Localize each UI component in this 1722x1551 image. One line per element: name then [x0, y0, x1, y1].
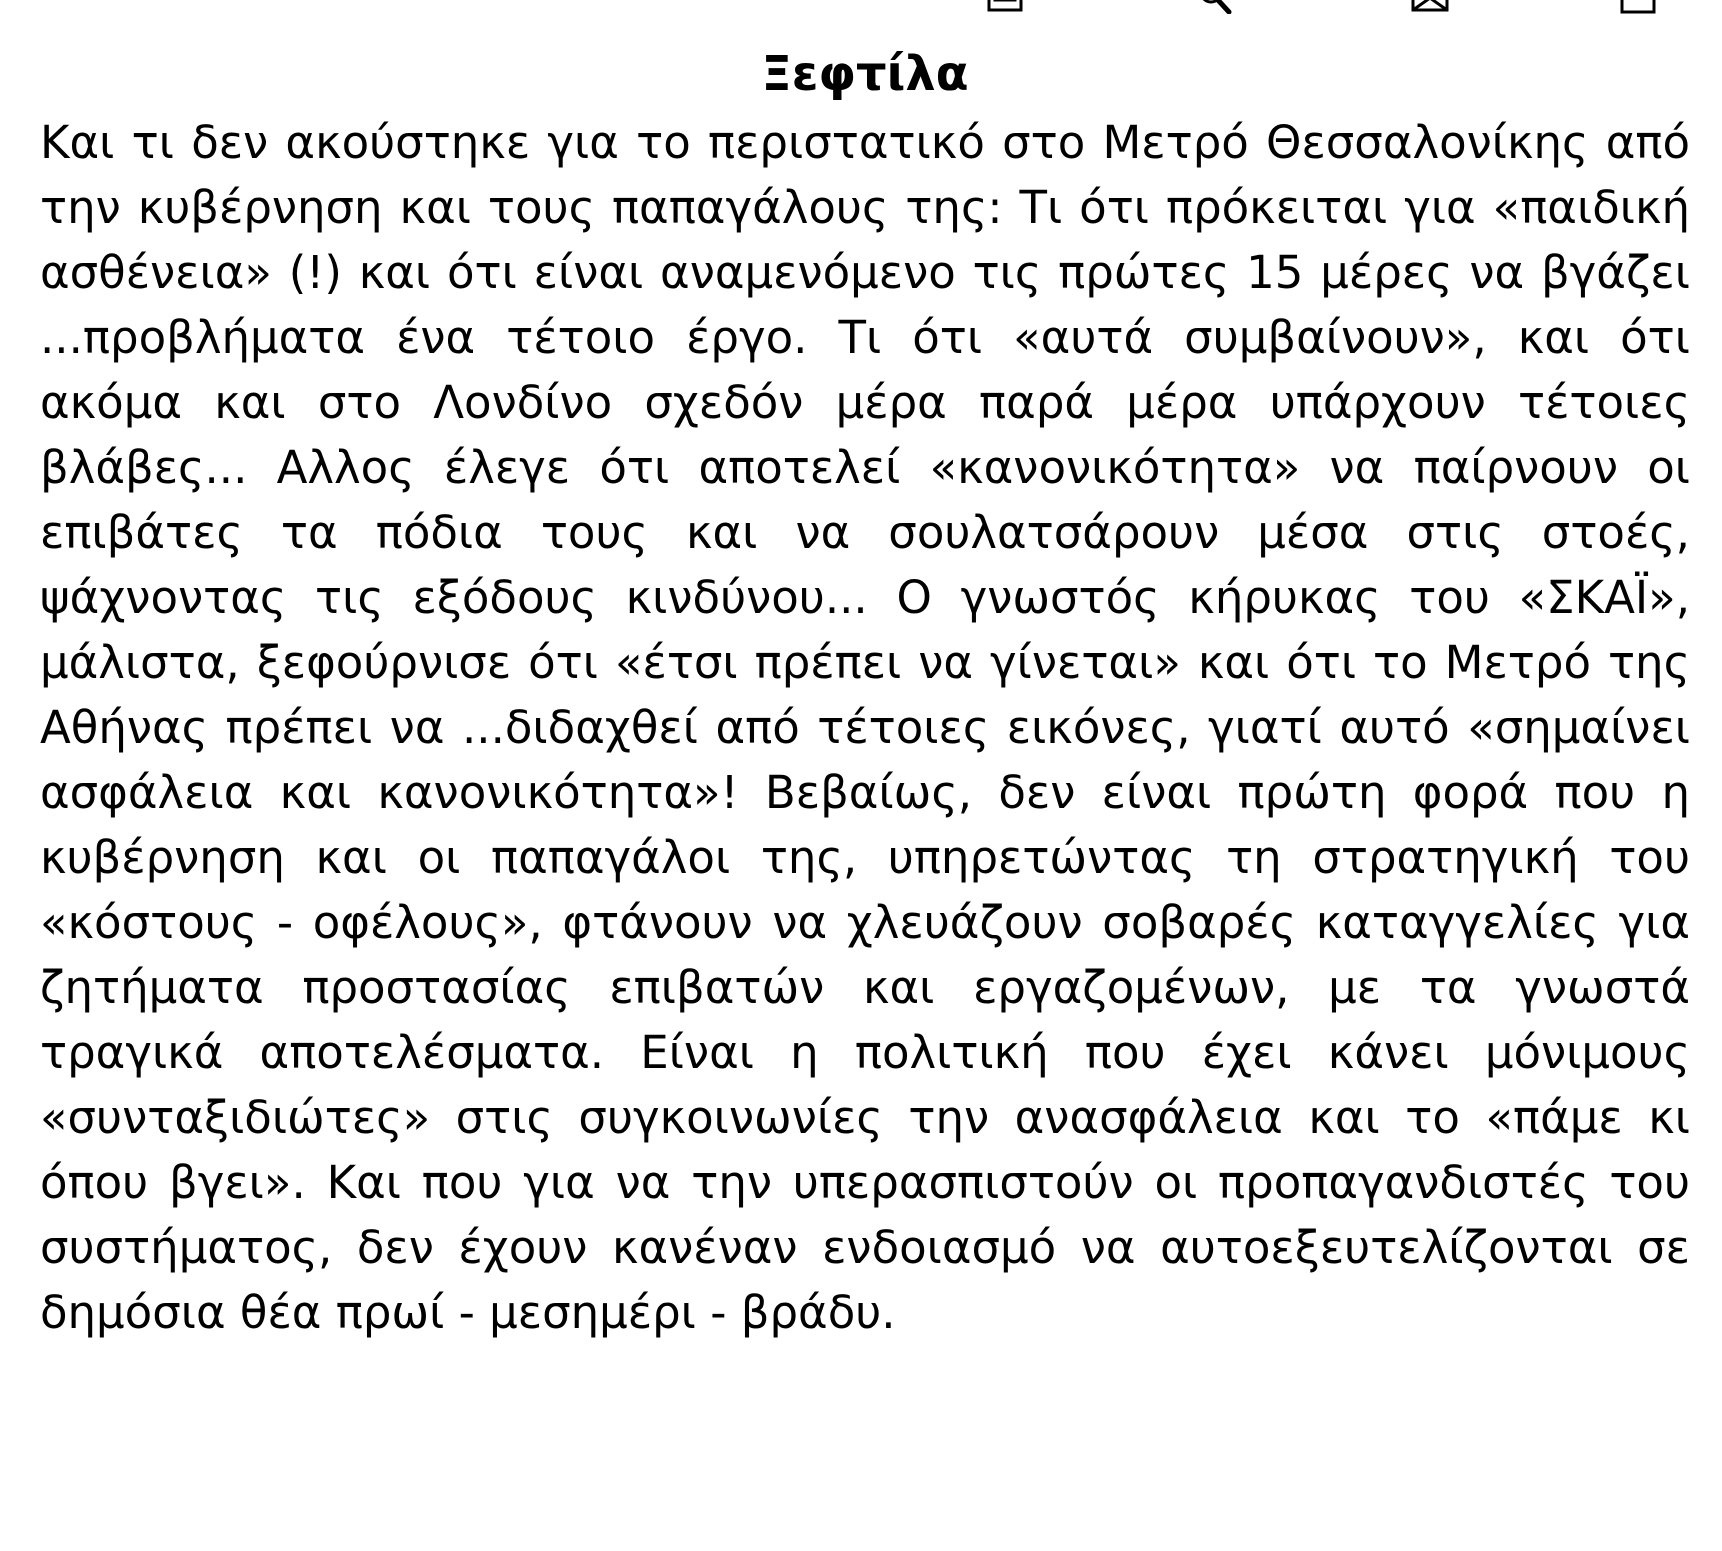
article-body: Και τι δεν ακούστηκε για το περιστατικό στο Μετρό Θεσσαλονίκης από την κυβέρνηση και τους παπαγάλους της: Τι ότι πρόκειται για «παιδική ασθένεια» (!) και ότι είναι αναμενόμενο τις πρώτες 15 μέρες να βγάζει ...προβλήματα ένα τέτοιο έργο. Τι ότι «αυτά συμβαίνουν», και ότι ακόμα και στο Λονδίνο σχεδόν μέρα παρά μέρα υπάρχουν τέτοιες βλάβες... Αλλος έλεγε ότι αποτελεί «κανονικότητα» να παίρνουν οι επιβάτες τα πόδια τους και να σουλατσάρουν μέσα στις στοές, ψάχνοντας τις εξόδους κινδύνου... Ο γνωστός κήρυκας του «ΣΚΑΪ», μάλιστα, ξεφούρνισε ότι «έτσι πρέπει να γίνεται» και ότι το Μετρό της Αθήνας πρέπει να ...διδαχθεί από τέτοιες εικόνες, γιατί αυτό «σημαίνει ασφάλεια και κανονικότητα»! Βεβαίως, δεν είναι πρώτη φορά που η κυβέρνηση και οι παπαγάλοι της, υπηρετώντας τη στρατηγική του «κόστους - οφέλους», φτάνουν να χλευάζουν σοβαρές καταγγελίες για ζητήματα προστασίας επιβατών και εργαζομένων, με τα γνωστά τραγικά αποτελέσματα. Είναι η πολιτική που έχει κάνει μόνιμους «συνταξιδιώτες» στις συγκοινωνίες την ανασφάλεια και το «πάμε κι όπου βγει». Και που για να την υπερασπιστούν οι προπαγανδιστές του συστήματος, δεν έχουν κανέναν ενδοιασμό να αυτοεξευτελίζονται σε δημόσια θέα πρωί - μεσημέρι - βράδυ. [40, 116, 1690, 1339]
email-icon[interactable] [1410, 0, 1450, 14]
page-icon[interactable] [1618, 0, 1658, 14]
print-icon[interactable] [985, 0, 1025, 14]
article [40, 44, 1690, 1345]
toolbar [0, 0, 1722, 18]
search-icon[interactable] [1195, 0, 1235, 14]
article-title: Ξεφτίλα [761, 46, 969, 102]
